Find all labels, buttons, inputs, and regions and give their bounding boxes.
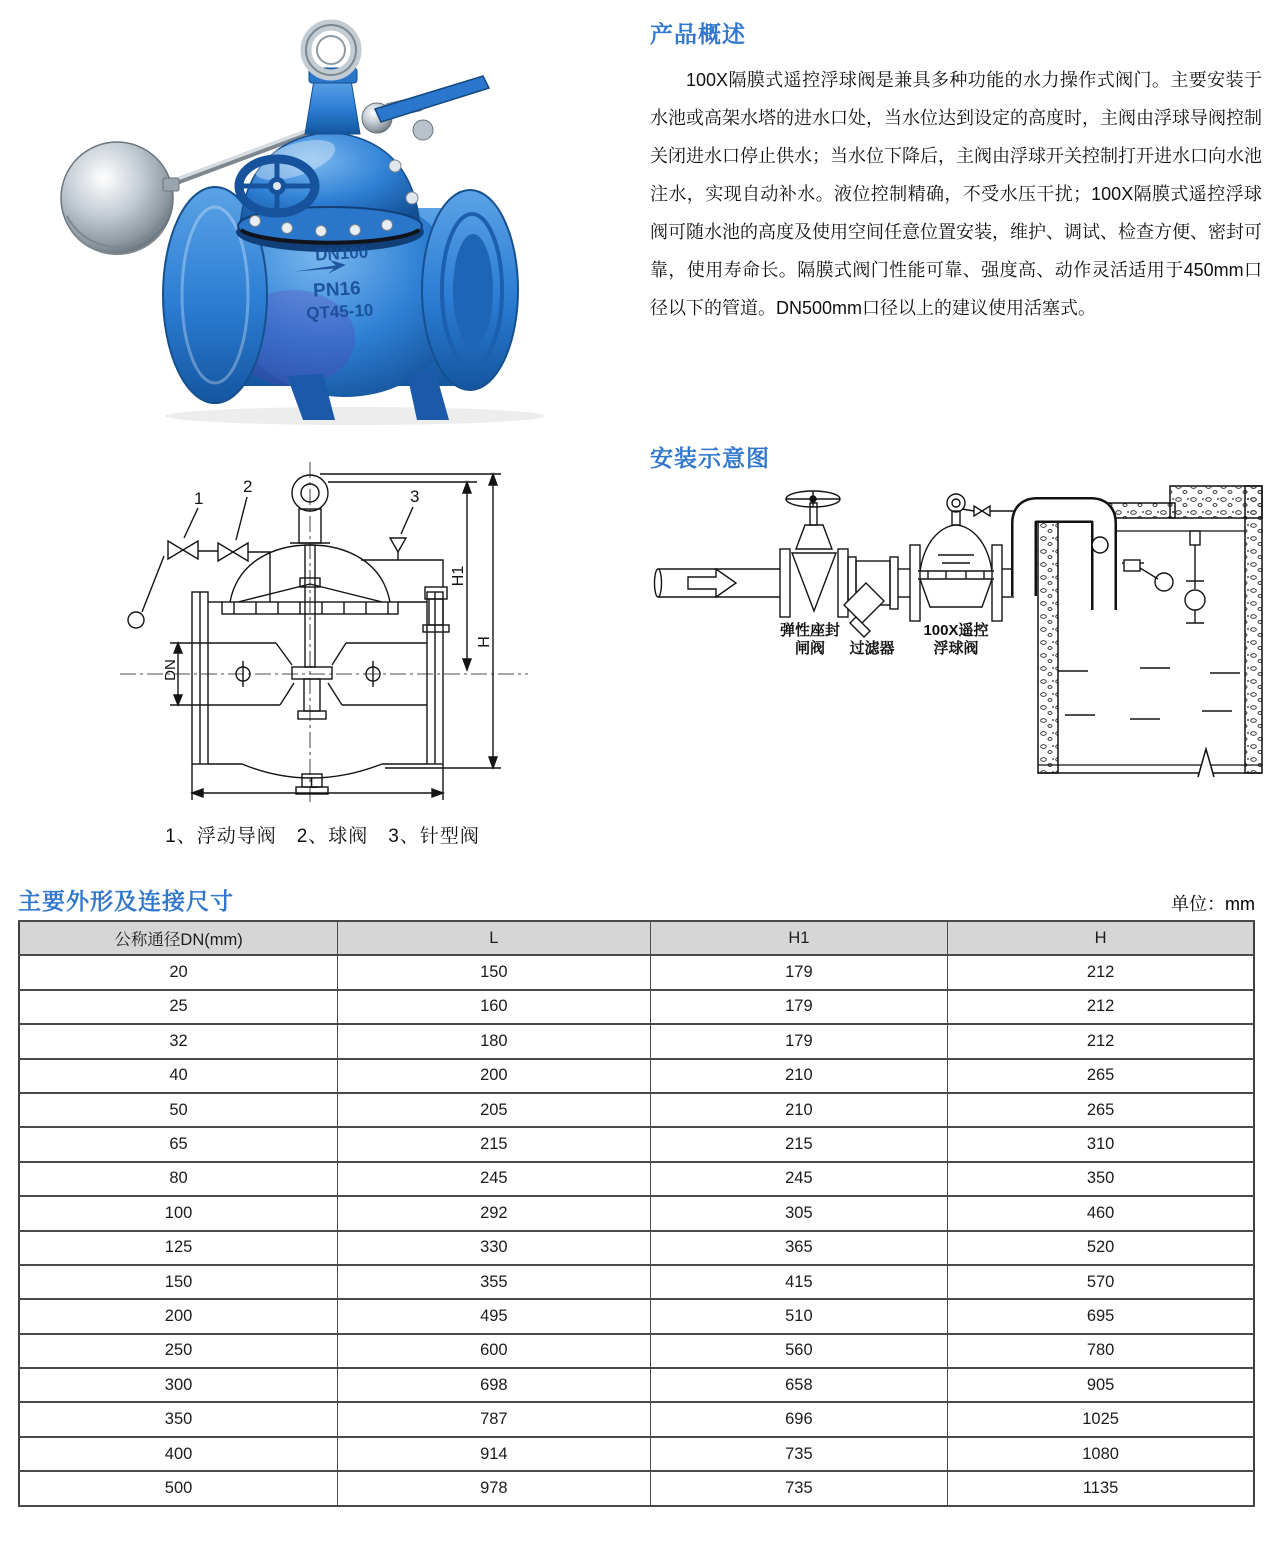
gate-valve-label-line1: 弹性座封 [779,622,841,639]
marking-dn100: DN100 [314,242,369,265]
photo-shadow [165,407,545,425]
table-cell: 310 [948,1127,1254,1161]
table-cell: 265 [948,1059,1254,1093]
table-row [19,1093,1254,1127]
table-cell: 212 [948,990,1254,1024]
table-cell: 210 [650,1093,948,1127]
column-header-h1: H1 [650,921,948,955]
table-cell: 415 [650,1265,948,1299]
table-cell: 80 [19,1162,338,1196]
table-cell: 735 [650,1437,948,1471]
table-cell: 179 [650,955,948,989]
strainer-label: 过滤器 [849,640,895,657]
table-cell: 696 [650,1402,948,1436]
table-cell: 1135 [948,1471,1254,1505]
riser-pipe [1024,510,1108,610]
table-cell: 50 [19,1093,338,1127]
table-cell: 65 [19,1127,338,1161]
table-cell: 300 [19,1368,338,1402]
strainer [844,557,898,637]
eye-bolt [305,25,360,134]
ball-valve-lever [362,76,489,140]
table-row [19,1162,1254,1196]
column-header-h: H [948,921,1254,955]
table-cell: 180 [338,1024,650,1058]
part-label-3: 3 [410,487,420,506]
table-cell: 150 [338,955,650,989]
table-cell: 330 [338,1231,650,1265]
valve-label-line2: 浮球阀 [933,640,979,657]
table-cell: 215 [650,1127,948,1161]
table-cell: 292 [338,1196,650,1230]
column-header-l: L [338,921,650,955]
dimensions-section [18,878,1255,1507]
table-cell: 179 [650,1024,948,1058]
float-control-valve [910,494,1014,621]
table-row [19,1299,1254,1333]
table-cell: 20 [19,955,338,989]
inlet-pipe [655,569,1015,597]
table-row [19,1127,1254,1161]
dimension-drawing-section [80,452,565,848]
unit-label: 单位：mm [1171,894,1255,914]
drawing-caption: 1、浮动导阀 2、球阀 3、针型阀 [165,826,480,847]
table-cell: 780 [948,1334,1254,1368]
table-cell: 400 [19,1437,338,1471]
table-cell: 25 [19,990,338,1024]
gate-valve-label-line2: 闸阀 [794,640,826,657]
table-cell: 510 [650,1299,948,1333]
table-row [19,1059,1254,1093]
table-cell: 355 [338,1265,650,1299]
table-cell: 1080 [948,1437,1254,1471]
table-cell: 150 [19,1265,338,1299]
table-row [19,1402,1254,1436]
table-cell: 179 [650,990,948,1024]
marking-pn16: PN16 [312,278,362,302]
table-cell: 787 [338,1402,650,1436]
installation-heading: 安装示意图 [650,445,770,471]
pilot-handwheel [239,159,315,213]
table-cell: 905 [948,1368,1254,1402]
dim-label-dn: DN [162,659,179,681]
column-header-dn: 公称通径DN(mm) [19,921,338,955]
table-cell: 350 [19,1402,338,1436]
table-row [19,955,1254,989]
table-row [19,1437,1254,1471]
dim-label-h1: H1 [450,565,467,587]
table-cell: 212 [948,955,1254,989]
table-header-row [19,921,1254,955]
table-cell: 200 [338,1059,650,1093]
valve-cross-section-drawing [80,452,565,812]
table-cell: 500 [19,1471,338,1505]
table-cell: 125 [19,1231,338,1265]
valve-photo-illustration [55,8,620,428]
installation-labels [780,621,989,657]
table-row [19,990,1254,1024]
overview-heading: 产品概述 [650,21,746,47]
table-row [19,1471,1254,1505]
table-cell: 200 [19,1299,338,1333]
table-cell: 100 [19,1196,338,1230]
installation-section [650,440,1265,793]
table-cell: 265 [948,1093,1254,1127]
table-cell: 560 [650,1334,948,1368]
marking-qt: QT45-10 [305,300,374,324]
part-label-1: 1 [194,489,204,508]
gate-valve [780,491,848,617]
table-cell: 245 [338,1162,650,1196]
table-cell: 600 [338,1334,650,1368]
part-label-2: 2 [243,477,253,496]
table-cell: 40 [19,1059,338,1093]
table-row [19,1024,1254,1058]
dimensions-header-bar [18,878,1255,916]
overview-body-text: 100X隔膜式遥控浮球阀是兼具多种功能的水力操作式阀门。主要安装于水池或高架水塔的进水口处，当水位达到设定的高度时，主阀由浮球导阀控制关闭进水口停止供水；当水位下降后，主阀由浮球开关控制打开进水口向水池注水，实现自动补水。液位控制精确，不受水压干扰；100X隔膜式遥控浮球阀可随水池的高度及使用空间任意位置安装，维护、调试、检查方便、密封可靠，使用寿命长。隔膜式阀门性能可靠、强度高、动作灵活适用于450mm口径以下的管道。DN500mm口径以上的建议使用活塞式。 [650,70,1262,318]
valve-label-line1: 100X遥控 [923,622,989,639]
table-cell: 245 [650,1162,948,1196]
table-cell: 160 [338,990,650,1024]
table-row [19,1231,1254,1265]
table-row [19,1265,1254,1299]
table-cell: 250 [19,1334,338,1368]
table-cell: 305 [650,1196,948,1230]
table-cell: 658 [650,1368,948,1402]
table-cell: 215 [338,1127,650,1161]
table-cell: 914 [338,1437,650,1471]
table-cell: 698 [338,1368,650,1402]
table-row [19,1334,1254,1368]
table-cell: 695 [948,1299,1254,1333]
valve-product-photo [55,8,620,428]
installation-diagram [650,483,1265,788]
dim-label-l: L [309,775,319,792]
dim-label-h: H [476,636,493,648]
table-cell: 210 [650,1059,948,1093]
water-tank [1038,486,1262,777]
float-ball [61,142,179,254]
table-cell: 1025 [948,1402,1254,1436]
dimensions-table-body [19,955,1254,1505]
table-cell: 32 [19,1024,338,1058]
table-cell: 460 [948,1196,1254,1230]
tank-float-assembly [1058,531,1240,719]
table-cell: 212 [948,1024,1254,1058]
dimensions-heading: 主要外形及连接尺寸 [18,888,234,914]
table-cell: 365 [650,1231,948,1265]
table-cell: 205 [338,1093,650,1127]
table-cell: 978 [338,1471,650,1505]
table-cell: 495 [338,1299,650,1333]
product-overview-section [650,16,1262,327]
table-cell: 350 [948,1162,1254,1196]
table-row [19,1196,1254,1230]
table-cell: 735 [650,1471,948,1505]
table-row [19,1368,1254,1402]
table-cell: 520 [948,1231,1254,1265]
dimensions-table [18,920,1255,1507]
table-cell: 570 [948,1265,1254,1299]
